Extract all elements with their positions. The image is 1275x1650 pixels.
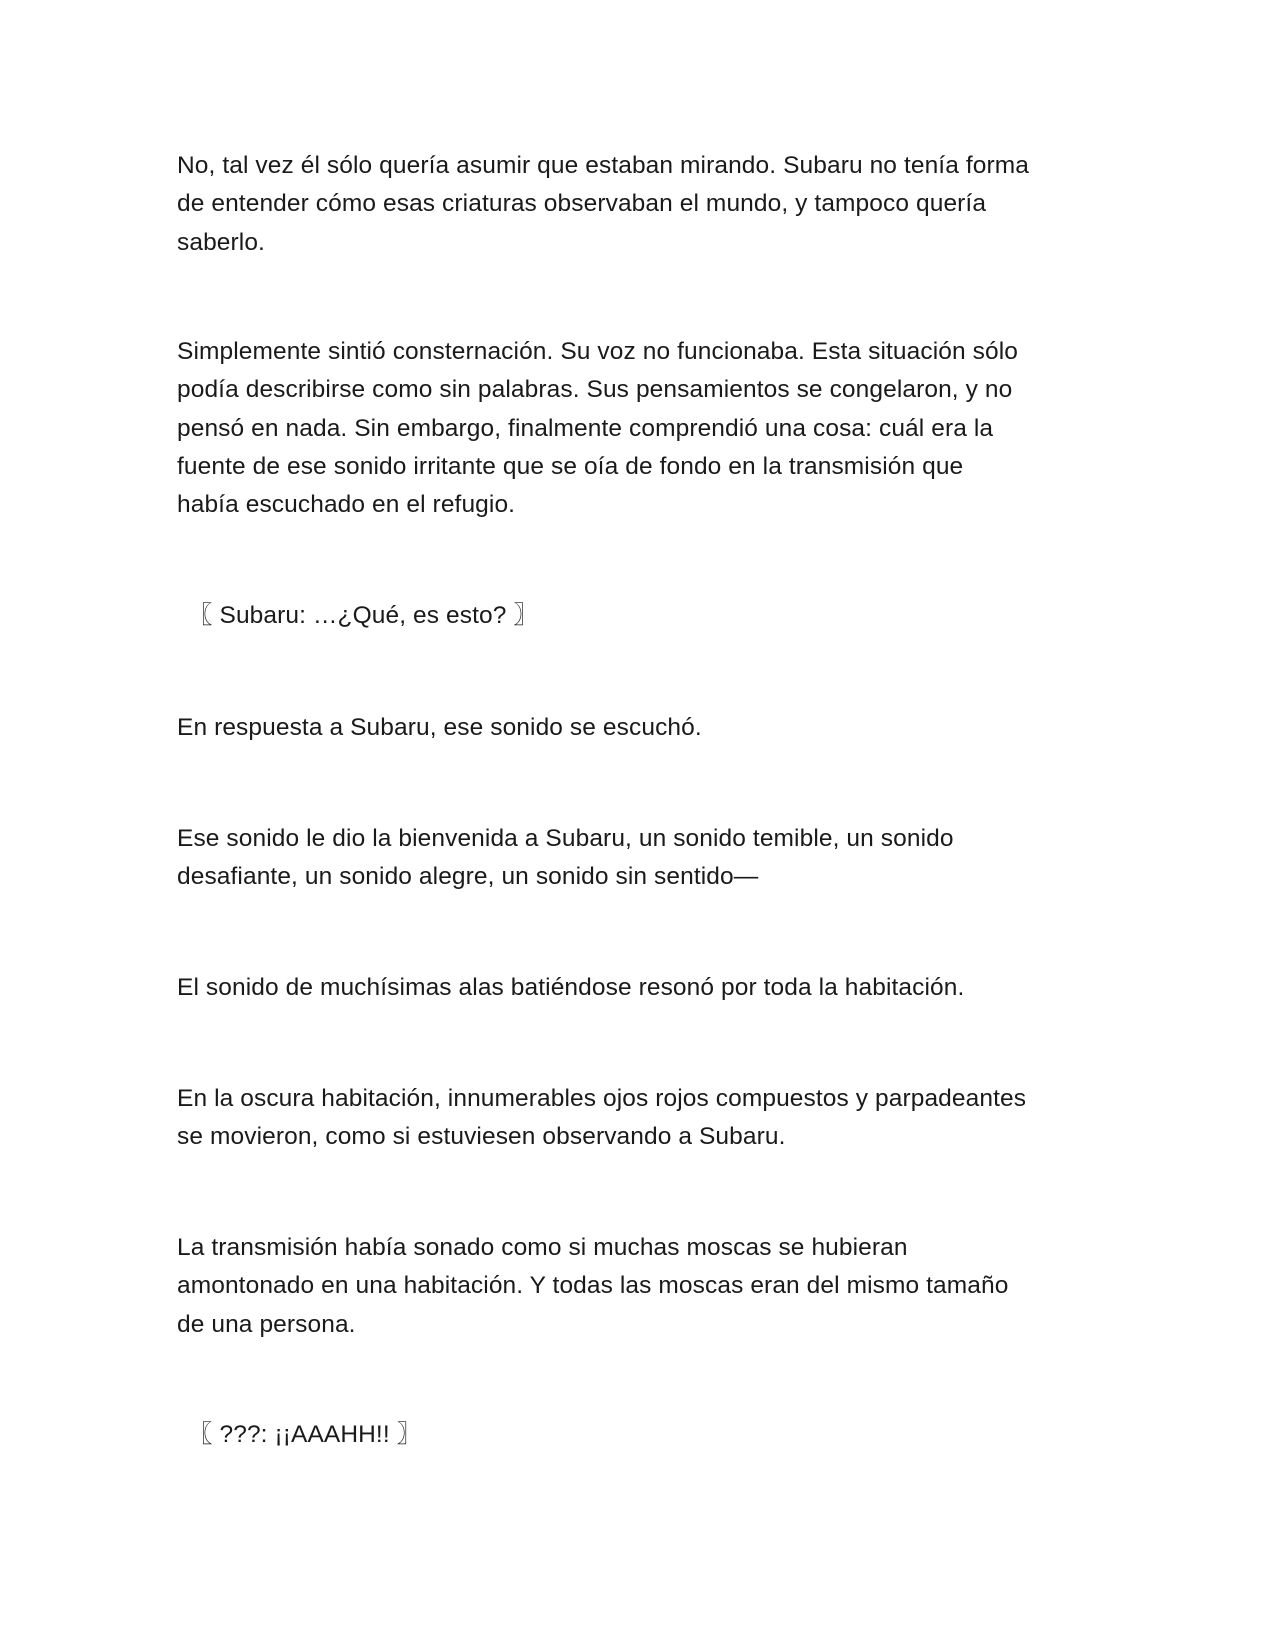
text-line: fuente de ese sonido irritante que se oía de fondo en la transmisión que <box>177 452 964 480</box>
paragraph <box>177 1080 1107 1157</box>
text-line: saberlo. <box>177 228 265 256</box>
paragraph <box>177 333 1107 524</box>
paragraph <box>177 709 1107 747</box>
text-line: podía describirse como sin palabras. Sus pensamientos se congelaron, y no <box>177 376 1013 404</box>
paragraph <box>177 147 1107 262</box>
text-line: desafiante, un sonido alegre, un sonido sin sentido— <box>177 863 759 891</box>
paragraph <box>177 1229 1107 1344</box>
text-line: de una persona. <box>177 1310 356 1338</box>
dialogue-line <box>188 1416 1118 1454</box>
text-line: Simplemente sintió consternación. Su voz no funcionaba. Esta situación sólo <box>177 338 1018 365</box>
text-line: 〖 Subaru: …¿Qué, es esto? 〗 <box>188 602 538 629</box>
text-line: En respuesta a Subaru, ese sonido se escuchó. <box>177 714 702 741</box>
text-line: de entender cómo esas criaturas observaban el mundo, y tampoco quería <box>177 190 987 218</box>
text-line: No, tal vez él sólo quería asumir que estaban mirando. Subaru no tenía forma <box>177 152 1029 179</box>
text-line: La transmisión había sonado como si muchas moscas se hubieran <box>177 1234 908 1261</box>
text-line: amontonado en una habitación. Y todas las moscas eran del mismo tamaño <box>177 1272 1009 1300</box>
paragraph <box>177 820 1107 897</box>
text-line: se movieron, como si estuviesen observando a Subaru. <box>177 1123 786 1151</box>
text-line: Ese sonido le dio la bienvenida a Subaru, un sonido temible, un sonido <box>177 825 954 852</box>
text-line: pensó en nada. Sin embargo, finalmente comprendió una cosa: cuál era la <box>177 414 994 442</box>
paragraph <box>177 969 1107 1007</box>
text-line: había escuchado en el refugio. <box>177 491 516 519</box>
text-line: En la oscura habitación, innumerables ojos rojos compuestos y parpadeantes <box>177 1085 1027 1112</box>
text-line: El sonido de muchísimas alas batiéndose resonó por toda la habitación. <box>177 974 965 1001</box>
text-line: 〖 ???: ¡¡AAAHH!! 〗 <box>188 1421 422 1448</box>
dialogue-line <box>188 597 1118 635</box>
